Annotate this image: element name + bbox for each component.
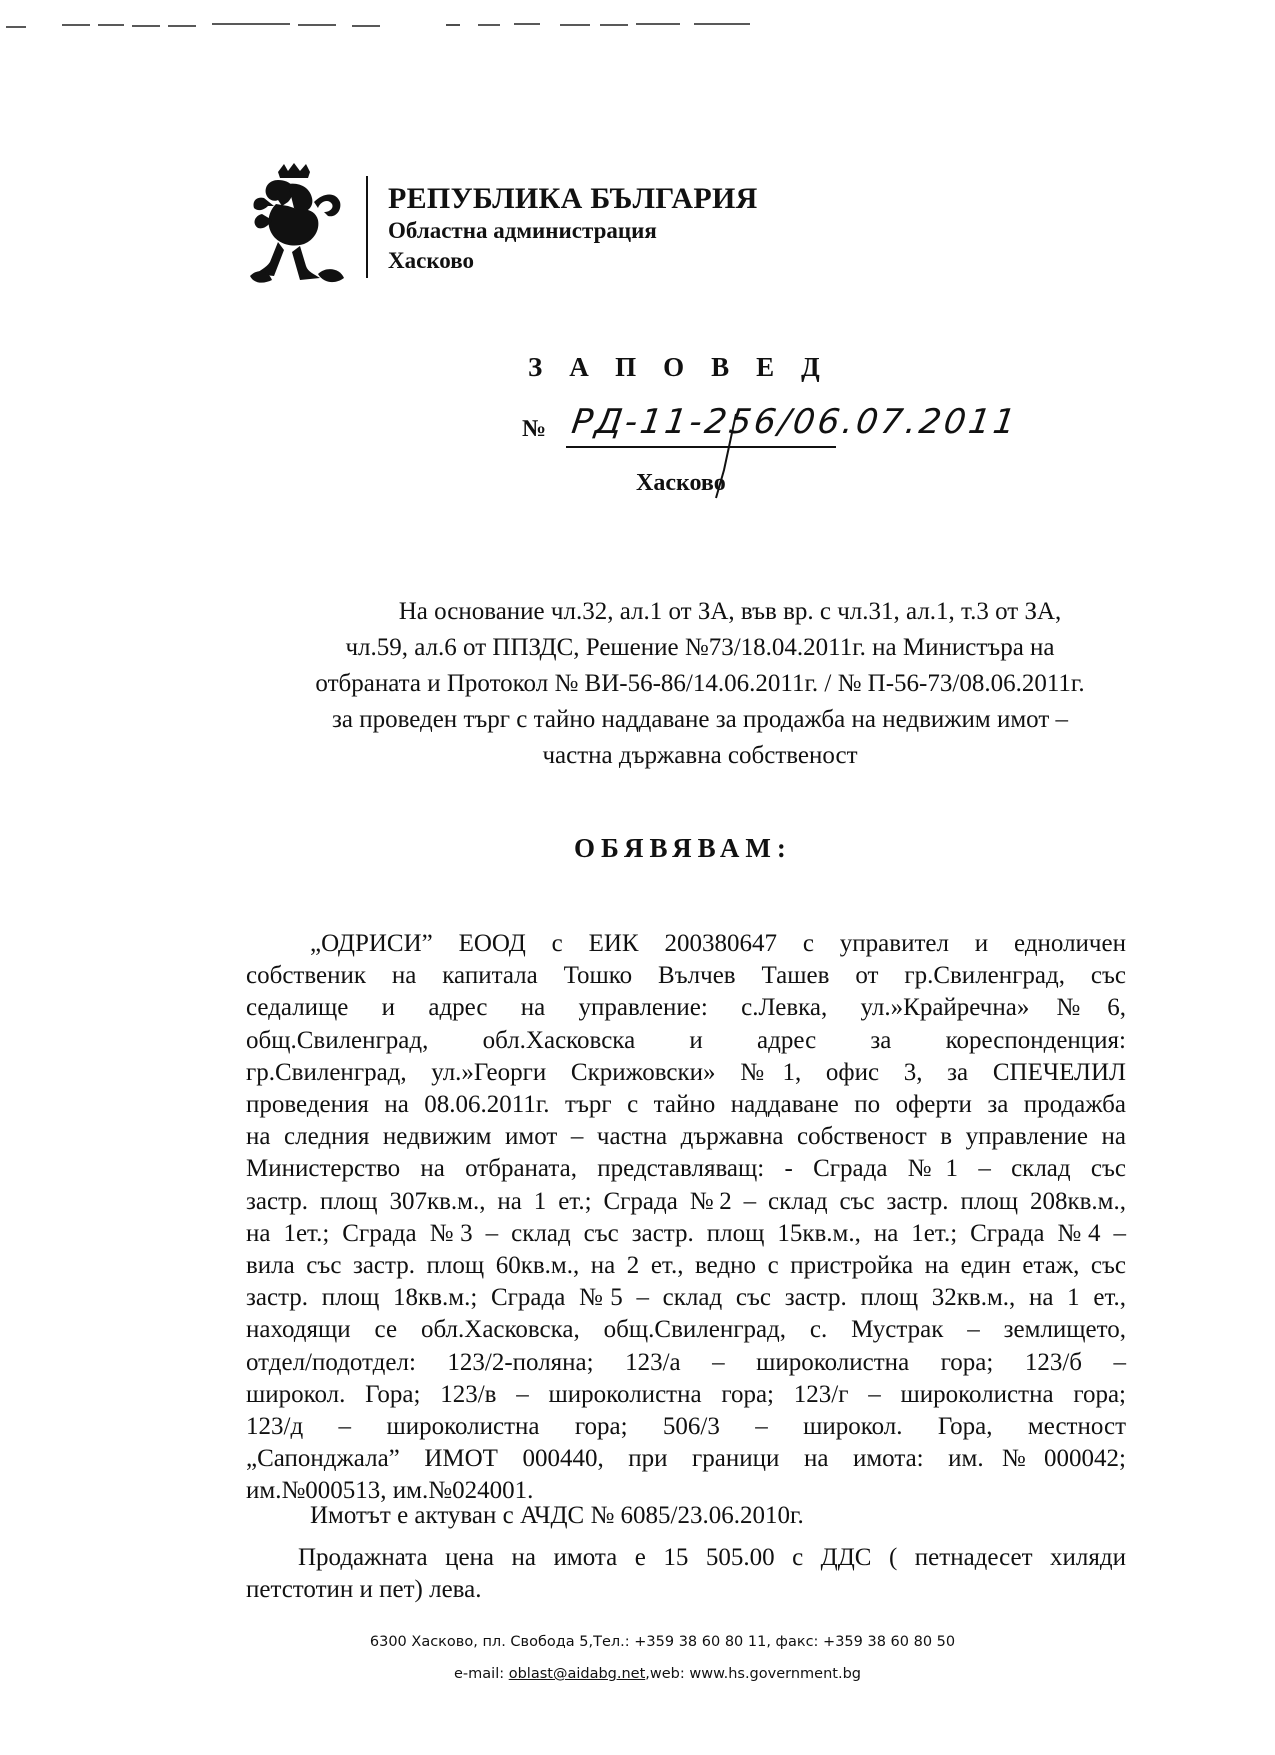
footer-address: 6300 Хасково, пл. Свобода 5,Тел.: +359 38 60 80 11, факс: +359 38 60 80 50: [369, 1634, 956, 1650]
body-line: 123/д – широколистна гора; 506/3 – широкол. Гора, местност: [246, 1413, 1126, 1441]
body-paragraph: [246, 928, 1126, 1508]
lion-crest-icon: [248, 162, 348, 284]
price-line: Продажната цена на имота е 15 505.00 с ДДС ( петнадесет хиляди: [298, 1544, 1126, 1571]
scan-artifact-dashes: [0, 18, 760, 32]
legal-basis-line: за проведен търг с тайно наддаване за продажба на недвижим имот –: [331, 706, 1069, 733]
order-city: Хасково: [636, 470, 726, 496]
body-line: отдел/подотдел: 123/2-поляна; 123/а – широколистна гора; 123/б –: [246, 1348, 1126, 1376]
body-line: „ОДРИСИ” ЕООД с ЕИК 200380647 с управител и едноличен: [310, 930, 1126, 957]
footer: [0, 1630, 1275, 1692]
order-title: ЗАПОВЕД: [528, 352, 847, 382]
legal-basis-line: отбраната и Протокол № ВИ-56-86/14.06.2011г. / № П-56-73/08.06.2011г.: [315, 670, 1085, 697]
letterhead: [388, 182, 758, 276]
footer-email-link[interactable]: oblast@aidabg.net: [508, 1666, 646, 1682]
footer-contacts: [0, 1656, 1275, 1692]
order-number-handwritten: РД-11-256/06.07.2011: [569, 402, 1021, 442]
legal-basis-paragraph: [270, 594, 1130, 774]
price-line: петстотин и пет) лева.: [246, 1576, 482, 1603]
body-line: Министерство на отбраната, представляващ: - Сграда №1 – склад със: [246, 1155, 1126, 1183]
body-line: застр. площ 18кв.м.; Сграда №5 – склад със застр. площ 32кв.м., на 1 ет.,: [246, 1284, 1126, 1312]
body-line: на следния недвижим имот – частна държавна собственост в управление на: [246, 1123, 1126, 1151]
body-line: собственик на капитала Тошко Вълчев Ташев от гр.Свиленград, със: [246, 962, 1126, 990]
header-country: РЕПУБЛИКА БЪЛГАРИЯ: [388, 182, 758, 215]
legal-basis-line: частна държавна собственост: [542, 742, 858, 769]
footer-email-label: e-mail:: [454, 1666, 509, 1682]
order-number-underline: [566, 446, 836, 448]
body-line: общ.Свиленград, обл.Хасковска и адрес за кореспонденция:: [246, 1026, 1126, 1054]
body-line: седалище и адрес на управление: с.Левка, ул.»Крайречна»№6,: [246, 994, 1126, 1022]
body-line: вила със застр. площ 60кв.м., на 2 ет., ведно с пристройка на един етаж, със: [246, 1252, 1126, 1280]
header-city: Хасково: [388, 248, 474, 273]
order-number-label: №: [522, 416, 547, 442]
price-paragraph: [246, 1542, 1126, 1606]
header-administration: Областна администрация: [388, 218, 657, 243]
body-line: гр.Свиленград, ул.»Георги Скрижовски» №1, офис 3, за СПЕЧЕЛИЛ: [246, 1058, 1126, 1086]
announcement-heading: ОБЯВЯВАМ:: [574, 833, 792, 863]
header-divider: [366, 176, 368, 278]
body-line: „Сапонджала” ИМОТ 000440, при граници на имота: им.№000042;: [246, 1445, 1126, 1473]
act-line: Имотът е актуван с АЧДС № 6085/23.06.2010г.: [310, 1502, 804, 1529]
body-line: застр. площ 307кв.м., на 1 ет.; Сграда №2 – склад със застр. площ 208кв.м.,: [246, 1187, 1126, 1215]
body-line: на 1ет.; Сграда №3 – склад със застр. площ 15кв.м., на 1ет.; Сграда №4 –: [246, 1219, 1126, 1247]
body-line: им.№000513, им.№024001.: [246, 1477, 534, 1505]
footer-web: ,web: www.hs.government.bg: [645, 1666, 861, 1682]
order-number: [522, 402, 1021, 452]
body-line: широкол. Гора; 123/в – широколистна гора; 123/г – широколистна гора;: [246, 1380, 1126, 1408]
body-line: проведения на 08.06.2011г. търг с тайно наддаване по оферти за продажба: [246, 1091, 1126, 1119]
legal-basis-line: На основание чл.32, ал.1 от ЗА, във вр. с чл.31, ал.1, т.3 от ЗА,: [398, 598, 1062, 625]
body-line: находящи се обл.Хасковска, общ.Свиленград, с. Мустрак – землището,: [246, 1316, 1126, 1344]
legal-basis-line: чл.59, ал.6 от ППЗДС, Решение №73/18.04.2011г. на Министъра на: [345, 634, 1055, 661]
